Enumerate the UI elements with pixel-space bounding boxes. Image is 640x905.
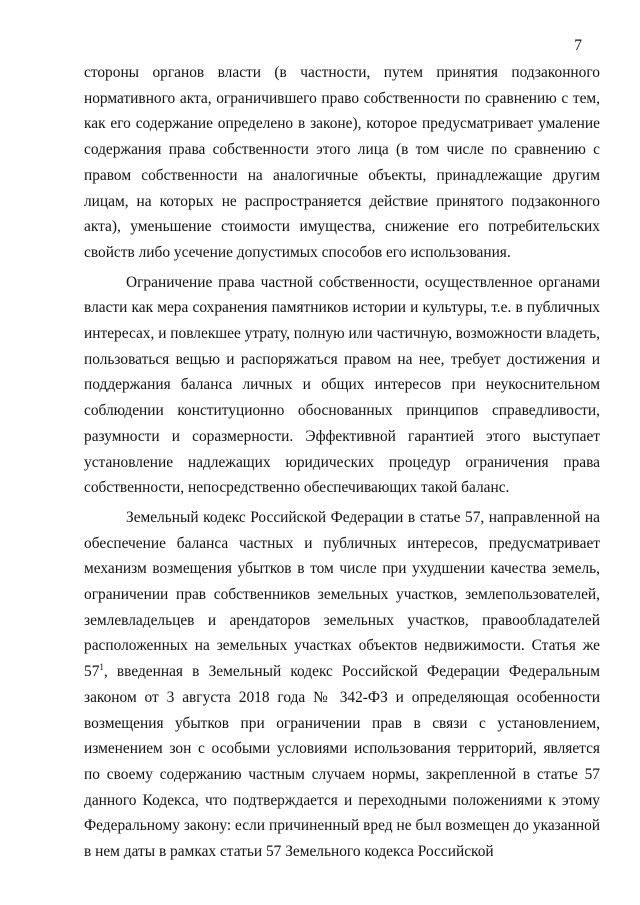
land-code-text-before: Земельный кодекс Российской Федерации в статье 57, направленной на обеспечение баланса частных и публичных интересов, предусматривает механизм возмещения убытков в том числе при ухудшении качества земель, ограничении прав собственников земельных участков, землепользователей, землевладельцев и арендаторов земельных участков, правообладателей расположенных на земельных участках объектов недвижимости. Статья же 57 bbox=[84, 508, 600, 681]
article-superscript: 1 bbox=[99, 662, 104, 673]
paragraph-land-code bbox=[84, 505, 600, 865]
land-code-text-after: , введенная в Земельный кодекс Российской Федерации Федеральным законом от 3 августа 2018 года № 342-ФЗ и определяющая особенности возмещения убытков при ограничении прав в связи с установлением, изменением зон с особыми условиями использования территорий, является по своему содержанию частным случаем нормы, закрепленной в статье 57 данного Кодекса, что подтверждается и переходными положениями к этому Федеральному закону: если причиненный вред не был возмещен до указанной в нем даты в рамках статьи 57 Земельного кодекса Российской bbox=[84, 663, 600, 861]
paragraph-restriction-of-property: Ограничение права частной собственности, осуществленное органами власти как мера сохранения памятников истории и культуры, т.е. в публичных интересах, и повлекшее утрату, полную или частичную, возможности владеть, пользоваться вещью и распоряжаться правом на нее, требует достижения и поддержания баланса личных и общих интересов при неукоснительном соблюдении конституционно обоснованных принципов справедливости, разумности и соразмерности. Эффективной гарантией этого выступает установление надлежащих юридических процедур ограничения права собственности, непосредственно обеспечивающих такой баланс. bbox=[84, 273, 600, 497]
page-number: 7 bbox=[574, 37, 582, 54]
document-body bbox=[84, 60, 600, 865]
paragraph-continuation: стороны органов власти (в частности, путем принятия подзаконного нормативного акта, ограничившего право собственности по сравнению с тем, как его содержание определено в законе), которое предусматривает умаление содержания права собственности этого лица (в том числе по сравнению с правом собственности на аналогичные объекты, принадлежащие другим лицам, на которых не распространяется действие принятого подзаконного акта), уменьшение стоимости имущества, снижение его потребительских свойств либо усечение допустимых способов его использования. bbox=[84, 64, 600, 261]
